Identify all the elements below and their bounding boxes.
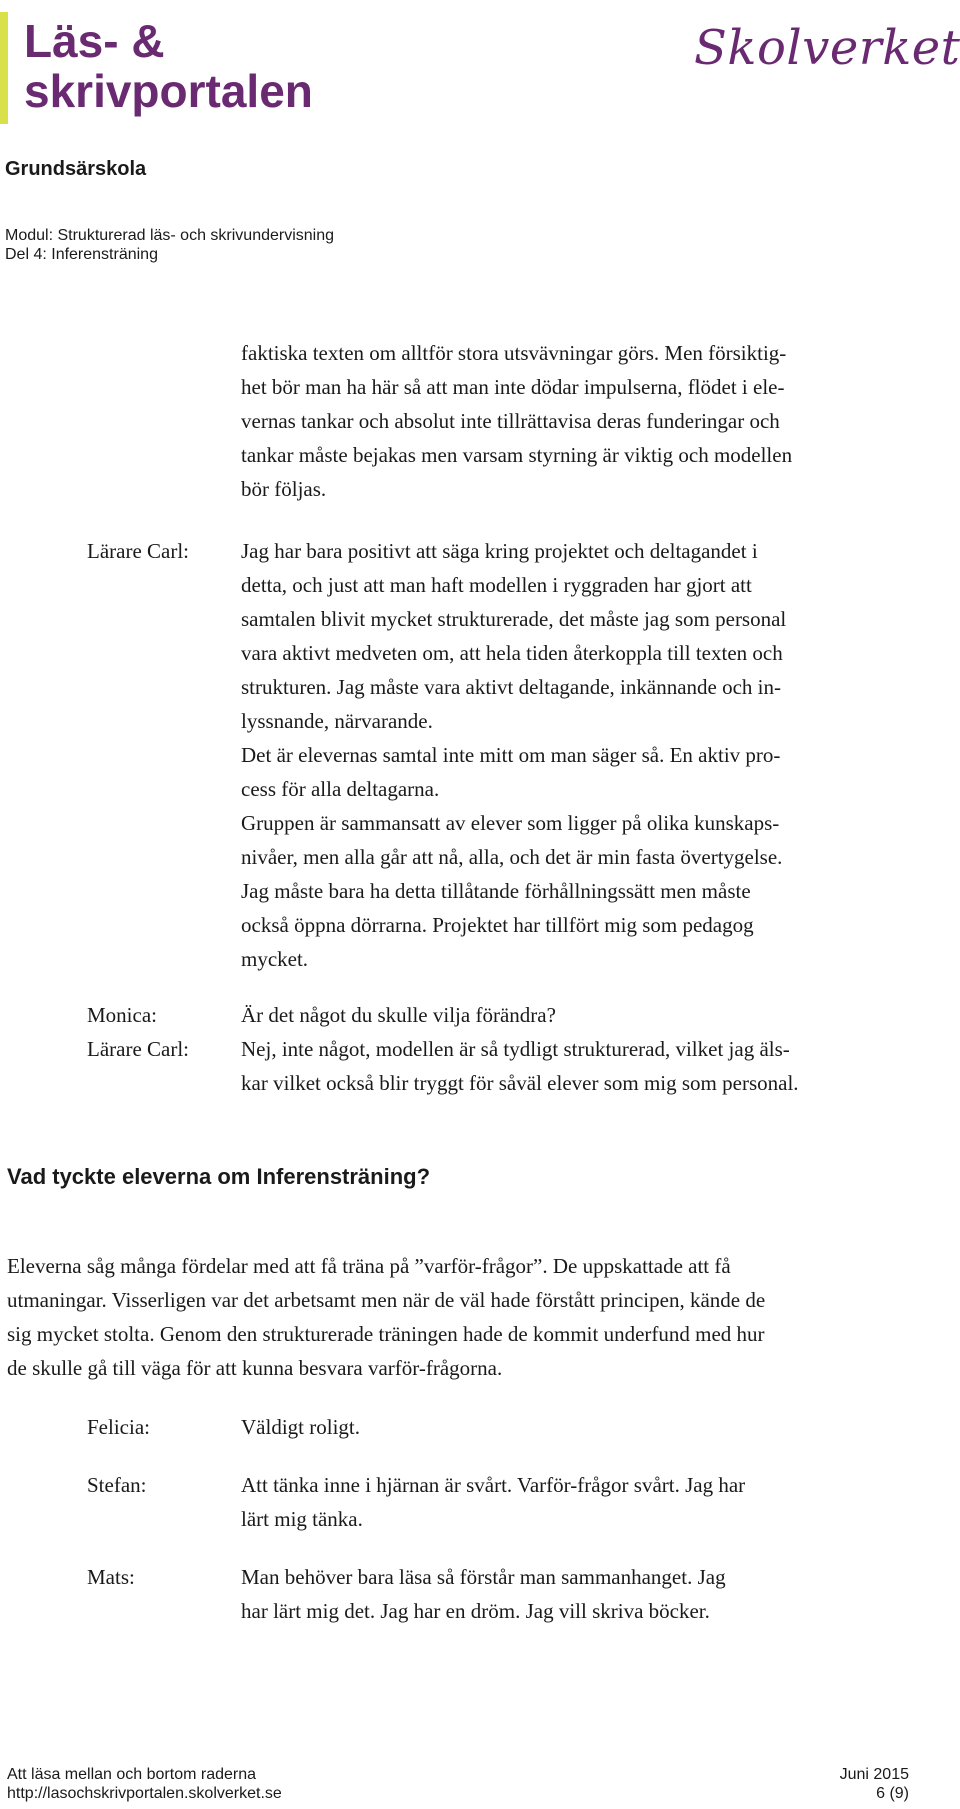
text-line: lärt mig tänka. (241, 1507, 363, 1531)
text-line: mycket. (241, 947, 309, 971)
text-line: Väldigt roligt. (241, 1415, 360, 1439)
brand-accent-bar (0, 12, 8, 124)
intro-paragraph (241, 336, 792, 506)
speaker-label: Lärare Carl: (87, 539, 190, 563)
text-line: sig mycket stolta. Genom den strukturerade träningen hade de kommit underfund med hur (7, 1322, 765, 1346)
answer-paragraph (241, 1032, 799, 1100)
text-line: Är det något du skulle vilja förändra? (241, 1003, 556, 1027)
portal-title-line1: Läs- & (24, 15, 165, 67)
quote-text (241, 1468, 745, 1536)
footer-url[interactable]: http://lasochskrivportalen.skolverket.se (7, 1785, 282, 1802)
section-heading: Vad tyckte eleverna om Inferensträning? (7, 1164, 431, 1189)
text-line: vara aktivt medveten om, att hela tiden återkoppla till texten och (241, 641, 783, 665)
text-line: också öppna dörrarna. Projektet har tillfört mig som pedagog (241, 913, 754, 937)
text-line: Jag måste bara ha detta tillåtande förhållningssätt men måste (241, 879, 751, 903)
speaker-label: Lärare Carl: (87, 1037, 190, 1061)
text-line: lyssnande, närvarande. (241, 709, 433, 733)
text-line: samtalen blivit mycket strukturerade, det måste jag som personal (241, 607, 787, 631)
text-line: Gruppen är sammansatt av elever som ligger på olika kunskaps- (241, 811, 780, 835)
portal-title-line2: skrivportalen (24, 65, 313, 117)
text-line: Man behöver bara läsa så förstår man sammanhanget. Jag (241, 1565, 726, 1589)
text-line: kar vilket också blir tryggt för såväl elever som mig som personal. (241, 1071, 799, 1095)
text-line: strukturen. Jag måste vara aktivt deltagande, inkännande och in- (241, 675, 781, 699)
text-line: detta, och just att man haft modellen i ryggraden har gjort att (241, 573, 752, 597)
text-line: Att tänka inne i hjärnan är svårt. Varför-frågor svårt. Jag har (241, 1473, 746, 1497)
footer-series: Att läsa mellan och bortom raderna (7, 1766, 257, 1783)
speaker-label: Felicia: (87, 1415, 150, 1439)
text-line: utmaningar. Visserligen var det arbetsamt men när de väl hade förstått principen, kände de (7, 1288, 766, 1312)
speaker-label: Monica: (87, 1003, 157, 1027)
text-line: Jag har bara positivt att säga kring projektet och deltagandet i (241, 539, 758, 563)
text-line: nivåer, men alla går att nå, alla, och det är min fasta övertygelse. (241, 845, 783, 869)
school-form-label: Grundsärskola (5, 158, 147, 180)
summary-paragraph (7, 1249, 765, 1385)
question-line (241, 998, 556, 1032)
footer-date: Juni 2015 (839, 1766, 909, 1783)
quote-text (241, 1560, 726, 1628)
publisher-logo: Skolverket (694, 20, 960, 76)
quote-text (241, 1410, 360, 1444)
speaker-label: Stefan: (87, 1473, 147, 1497)
portal-title (24, 16, 384, 116)
page-number: 6 (9) (876, 1785, 909, 1802)
text-line: tankar måste bejakas men varsam styrning är viktig och modellen (241, 443, 793, 467)
text-line: Eleverna såg många fördelar med att få träna på ”varför-frågor”. De uppskattade att få (7, 1254, 731, 1278)
text-line: cess för alla deltagarna. (241, 777, 440, 801)
text-line: de skulle gå till väga för att kunna besvara varför-frågorna. (7, 1356, 503, 1380)
text-line: vernas tankar och absolut inte tillrättavisa deras funderingar och (241, 409, 780, 433)
text-line: faktiska texten om alltför stora utsvävningar görs. Men försiktig- (241, 341, 787, 365)
text-line: har lärt mig det. Jag har en dröm. Jag vill skriva böcker. (241, 1599, 710, 1623)
speaker-label: Mats: (87, 1565, 135, 1589)
text-line: Nej, inte något, modellen är så tydligt strukturerad, vilket jag äls- (241, 1037, 790, 1061)
text-line: Det är elevernas samtal inte mitt om man säger så. En aktiv pro- (241, 743, 781, 767)
dialogue-paragraph (241, 534, 786, 976)
text-line: bör följas. (241, 477, 327, 501)
text-line: het bör man ha här så att man inte dödar impulserna, flödet i ele- (241, 375, 785, 399)
module-label: Modul: Strukturerad läs- och skrivundervisning (5, 227, 335, 244)
part-label: Del 4: Inferensträning (5, 246, 158, 263)
